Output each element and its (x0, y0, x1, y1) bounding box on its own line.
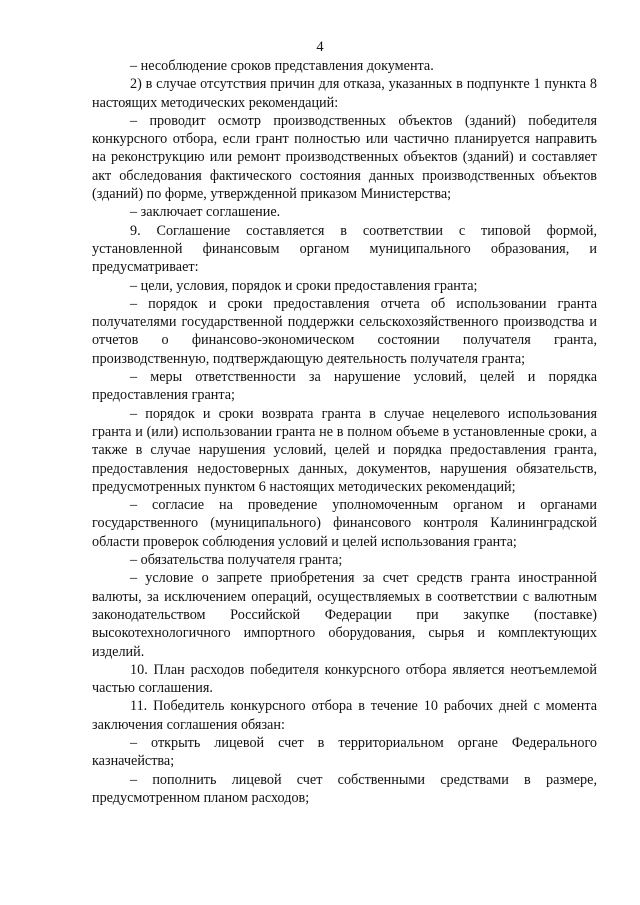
paragraph: 9. Соглашение составляется в соответствии с типовой формой, установленной финансовым органом муниципального образования, и предусматривает: (92, 222, 597, 276)
paragraph: 2) в случае отсутствия причин для отказа, указанных в подпункте 1 пункта 8 настоящих методических рекомендаций: (92, 76, 597, 111)
paragraph: – несоблюдение сроков представления документа. (130, 58, 434, 74)
paragraph: – цели, условия, порядок и сроки предоставления гранта; (130, 277, 478, 294)
paragraph: 10. План расходов победителя конкурсного отбора является неотъемлемой частью соглашения. (92, 661, 597, 697)
paragraph: – порядок и сроки возврата гранта в случае нецелевого использования гранта и (или) использовании гранта не в полном объеме в установленные сроки, а также в случае нарушения условий, целей и порядка предоставления гранта, предоставления недостоверных данных, документов, нарушения обязательств, предусмотренных пунктом 6 настоящих методических рекомендаций; (92, 405, 597, 495)
paragraph: – заключает соглашение. (130, 204, 281, 221)
paragraph: – порядок и сроки предоставления отчета об использовании гранта получателями государственной поддержки сельскохозяйственного производства и отчетов о финансово-экономическом состоянии получателя гранта, производственную, подтверждающую деятельность получателя гранта; (92, 295, 597, 367)
paragraph: – открыть лицевой счет в территориальном органе Федерального казначейства; (92, 734, 597, 770)
paragraph: – обязательства получателя гранта; (130, 552, 343, 569)
paragraph: – согласие на проведение уполномоченным органом и органами государственного (муниципального) финансового контроля Калининградской области проверок соблюдения условий и целей использования гранта; (92, 497, 597, 550)
document-body (92, 57, 597, 807)
paragraph: – пополнить лицевой счет собственными средствами в размере, предусмотренном планом расходов; (92, 771, 597, 806)
paragraph: – условие о запрете приобретения за счет средств гранта иностранной валюты, за исключением операций, осуществляемых в соответствии с валютным законодательством Российской Федерации при закупке (поставке) высокотехнологичного импортного оборудования, сырья и комплектующих изделий. (92, 570, 597, 660)
page-number: 4 (316, 39, 324, 55)
paragraph: – меры ответственности за нарушение условий, целей и порядка предоставления гранта; (92, 369, 597, 404)
paragraph: 11. Победитель конкурсного отбора в течение 10 рабочих дней с момента заключения соглашения обязан: (92, 698, 597, 733)
paragraph: – проводит осмотр производственных объектов (зданий) победителя конкурсного отбора, если грант полностью или частично планируется направить на реконструкцию или ремонт производственных объектов (зданий) и составляет акт обследования фактического состояния данных производственных объектов (зданий) по форме, утвержденной приказом Министерства; (92, 112, 597, 203)
